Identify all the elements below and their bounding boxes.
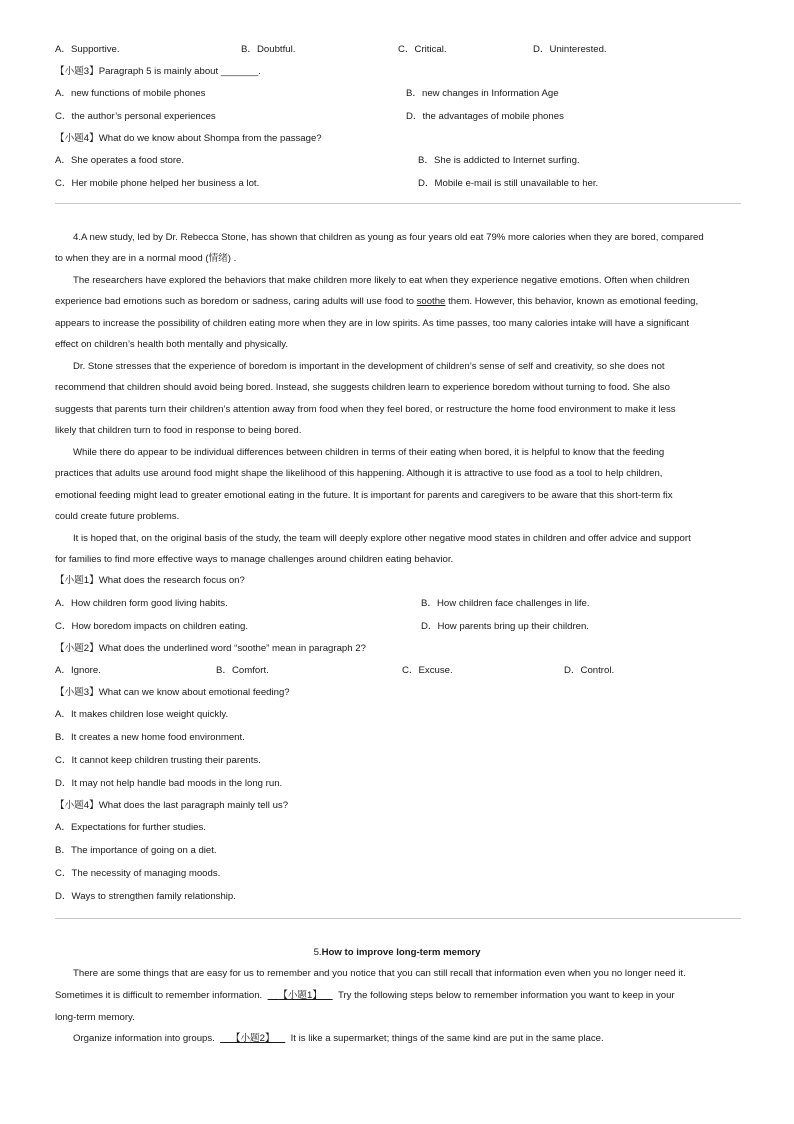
passage-line: long-term memory. xyxy=(55,1012,135,1023)
passage-line: could create future problems. xyxy=(55,511,180,522)
passage-line: likely that children turn to food in response to being bored. xyxy=(55,425,302,436)
passage-line: Sometimes it is difficult to remember information. 【小题1】 Try the following steps below to remember information you want to keep in your xyxy=(55,990,675,1001)
option-a: A．How children form good living habits. xyxy=(55,598,228,609)
passage-line: There are some things that are easy for us to remember and you notice that you can still recall that information even when you no longer need it. xyxy=(73,968,686,979)
option-b: B．Doubtful. xyxy=(241,44,296,55)
question-stem: 【小题3】Paragraph 5 is mainly about _______. xyxy=(55,66,261,77)
passage-line: Dr. Stone stresses that the experience of boredom is important in the development of children’s sense of self and creativity, so she does not xyxy=(73,361,665,372)
passage-line: experience bad emotions such as boredom or sadness, caring adults will use food to soothe them. However, this behavior, known as emotional feeding, xyxy=(55,296,699,307)
option-c: C．Her mobile phone helped her business a lot. xyxy=(55,178,260,189)
option-b: B．Comfort. xyxy=(216,665,269,676)
option-a: A．new functions of mobile phones xyxy=(55,88,206,99)
option-d: D．Uninterested. xyxy=(533,44,607,55)
passage-title: 5.How to improve long-term memory xyxy=(313,947,481,958)
option-c: C．the author’s personal experiences xyxy=(55,111,216,122)
option-d: D．How parents bring up their children. xyxy=(421,621,589,632)
option-b: B．How children face challenges in life. xyxy=(421,598,590,609)
option-a: A．Ignore. xyxy=(55,665,101,676)
passage-line: recommend that children should avoid being bored. Instead, she suggests children learn to experience boredom without turning to food. She also xyxy=(55,382,670,393)
question-stem: 【小题3】What can we know about emotional feeding? xyxy=(55,687,290,698)
passage-line: suggests that parents turn their children’s attention away from food when they feel bored, or restructure the home food environment to make it less xyxy=(55,404,676,415)
divider xyxy=(55,918,741,919)
option-c: C．The necessity of managing moods. xyxy=(55,868,221,879)
option-c: C．Excuse. xyxy=(402,665,453,676)
blank-1[interactable]: 【小题1】 xyxy=(278,990,322,1001)
option-d: D．Mobile e-mail is still unavailable to her. xyxy=(418,178,599,189)
option-b: B．It creates a new home food environment. xyxy=(55,732,245,743)
passage-line: It is hoped that, on the original basis of the study, the team will deeply explore other negative mood states in children and offer advice and support xyxy=(73,533,691,544)
question-stem: 【小题1】What does the research focus on? xyxy=(55,575,245,586)
passage-line: for families to find more effective ways to manage challenges around children eating behavior. xyxy=(55,554,454,565)
passage-line: effect on children’s health both mentally and physically. xyxy=(55,339,289,350)
passage-line: Organize information into groups. 【小题2】 It is like a supermarket; things of the same kind are put in the same place. xyxy=(73,1033,604,1044)
underlined-word: soothe xyxy=(416,296,446,307)
question-stem: 【小题2】What does the underlined word “soothe” mean in paragraph 2? xyxy=(55,643,366,654)
divider xyxy=(55,203,741,204)
option-d: D．the advantages of mobile phones xyxy=(406,111,564,122)
option-a: A．Supportive. xyxy=(55,44,120,55)
option-b: B．The importance of going on a diet. xyxy=(55,845,217,856)
passage-line: While there do appear to be individual differences between children in terms of their eating when bored, it is helpful to know that the feeding xyxy=(73,447,665,458)
option-a: A．It makes children lose weight quickly. xyxy=(55,709,229,720)
option-a: A．She operates a food store. xyxy=(55,155,185,166)
option-d: D．It may not help handle bad moods in the long run. xyxy=(55,778,283,789)
option-c: C．Critical. xyxy=(398,44,447,55)
passage-line: to when they are in a normal mood (情绪) . xyxy=(55,253,237,264)
passage-line: appears to increase the possibility of children eating more when they are in low spirits. As time passes, too many calories intake will have a significant xyxy=(55,318,690,329)
passage-line: The researchers have explored the behaviors that make children more likely to eat when they experience negative emotions. Often when children xyxy=(73,275,690,286)
passage-line: 4.A new study, led by Dr. Rebecca Stone, has shown that children as young as four years old eat 79% more calories when they are bored, compared xyxy=(73,232,704,243)
option-b: B．new changes in Information Age xyxy=(406,88,559,99)
question-stem: 【小题4】What do we know about Shompa from the passage? xyxy=(55,133,322,144)
option-d: D．Control. xyxy=(564,665,615,676)
option-a: A．Expectations for further studies. xyxy=(55,822,206,833)
option-c: C．How boredom impacts on children eating. xyxy=(55,621,249,632)
option-c: C．It cannot keep children trusting their parents. xyxy=(55,755,261,766)
option-d: D．Ways to strengthen family relationship. xyxy=(55,891,236,902)
passage-line: emotional feeding might lead to greater emotional eating in the future. It is important for parents and caregivers to be aware that this short-term fix xyxy=(55,490,673,501)
option-b: B．She is addicted to Internet surfing. xyxy=(418,155,580,166)
blank-2[interactable]: 【小题2】 xyxy=(230,1033,275,1044)
passage-line: practices that adults use around food might shape the likelihood of this happening. Although it is attractive to use food as a tool to help children, xyxy=(55,468,663,479)
question-stem: 【小题4】What does the last paragraph mainly tell us? xyxy=(55,800,289,811)
